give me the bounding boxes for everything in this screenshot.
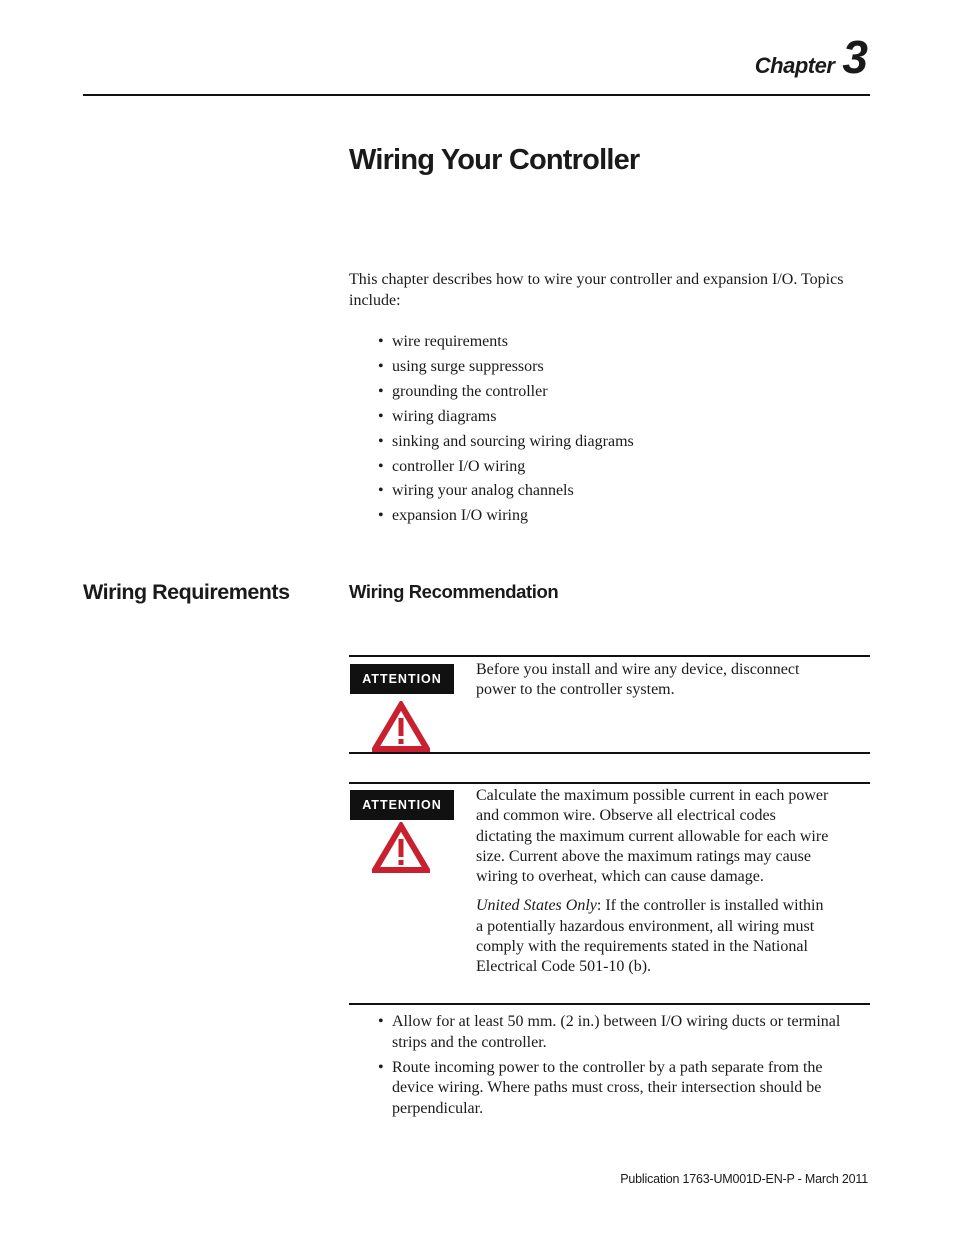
attention-text	[476, 786, 831, 978]
attention-message: Calculate the maximum possible current in each power and common wire. Observe all electrical codes dictating the maximum current allowable for each wire size. Current above the maximum ratings may cause wiring to overheat, which can cause damage.	[476, 787, 829, 886]
footer-publication: Publication 1763-UM001D-EN-P - March 2011	[620, 1172, 868, 1186]
section-heading: Wiring Requirements	[83, 580, 290, 604]
chapter-label: Chapter	[754, 53, 835, 78]
sub-heading: Wiring Recommendation	[349, 581, 559, 602]
list-item: • wiring diagrams	[378, 405, 868, 430]
list-item: • sinking and sourcing wiring diagrams	[378, 430, 868, 455]
attention-note	[476, 896, 831, 977]
list-item: • Allow for at least 50 mm. (2 in.) between I/O wiring ducts or terminal strips and the controller.	[378, 1012, 863, 1053]
attention-message: Before you install and wire any device, disconnect power to the controller system.	[476, 661, 800, 699]
attention-box	[349, 782, 870, 1005]
recommendations-list	[378, 1012, 863, 1124]
list-item: • grounding the controller	[378, 380, 868, 405]
list-item: • Route incoming power to the controller by a path separate from the device wiring. Where paths must cross, their intersection should be perpendicular.	[378, 1058, 863, 1120]
list-item: • wire requirements	[378, 330, 868, 355]
list-item: • wiring your analog channels	[378, 479, 868, 504]
list-item: • controller I/O wiring	[378, 455, 868, 480]
warning-triangle-icon	[372, 822, 430, 874]
topics-list	[378, 330, 868, 529]
header-rule	[83, 94, 870, 96]
attention-badge: ATTENTION	[350, 790, 454, 820]
page-title: Wiring Your Controller	[349, 144, 640, 176]
note-text: : If the controller is installed within a potentially hazardous environment, all wiring must comply with the requirements stated in the National Electrical Code 501-10 (b).	[476, 897, 824, 976]
attention-badge: ATTENTION	[350, 664, 454, 694]
intro-paragraph: This chapter describes how to wire your controller and expansion I/O. Topics include:	[349, 271, 844, 309]
chapter-number: 3	[842, 31, 868, 83]
attention-text	[476, 660, 831, 701]
list-item: • using surge suppressors	[378, 355, 868, 380]
chapter-header	[754, 31, 868, 83]
warning-triangle-icon	[372, 701, 430, 753]
note-label: United States Only	[476, 897, 597, 915]
attention-box	[349, 655, 870, 754]
list-item: • expansion I/O wiring	[378, 504, 868, 529]
